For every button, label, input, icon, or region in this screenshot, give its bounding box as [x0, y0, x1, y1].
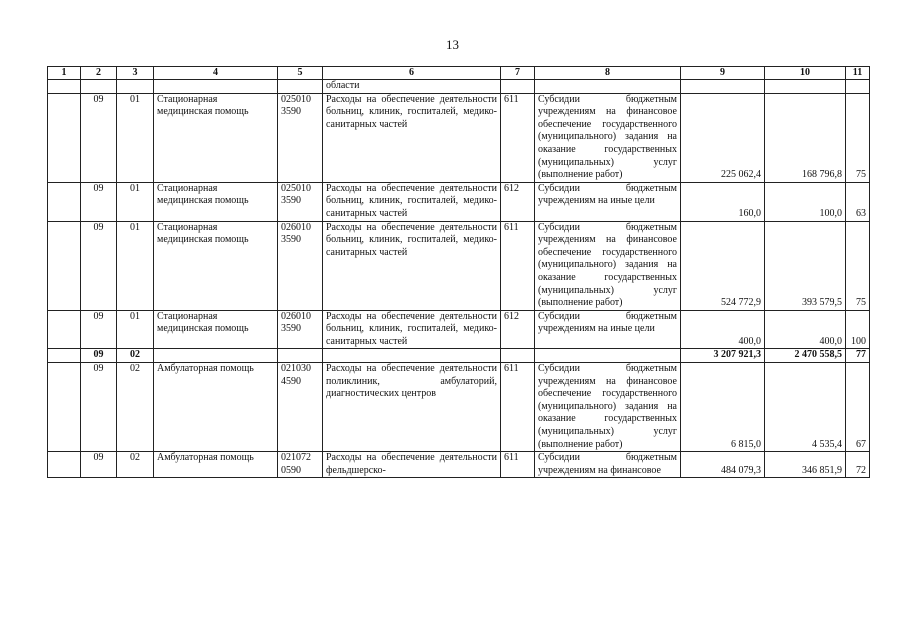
column-number-row [48, 67, 870, 80]
column-header: 10 [765, 67, 846, 80]
cell-target-article: 021072 0590 [278, 452, 323, 478]
cell-target-article: 025010 3590 [278, 93, 323, 182]
cell-percent: 63 [846, 182, 870, 221]
cell-col1 [48, 182, 81, 221]
cell-section: 09 [81, 452, 117, 478]
column-header: 5 [278, 67, 323, 80]
cell-expense-description: Расходы на обеспечение деятельности больниц, клиник, госпиталей, медико-санитарных частей [323, 310, 501, 349]
cell-subsection: 01 [117, 310, 154, 349]
cell-expense-type-description: Субсидии бюджетным учреждениям на финансовое обеспечение государственного (муниципального) задания на оказание государственных (муниципальных) услуг (выполнение работ) [535, 363, 681, 452]
cell-name: Амбулаторная помощь [154, 363, 278, 452]
cell-name: Амбулаторная помощь [154, 452, 278, 478]
cell-expense-type: 611 [501, 221, 535, 310]
cell-percent: 75 [846, 93, 870, 182]
cell-executed-amount: 4 535,4 [765, 363, 846, 452]
cell-expense-type-description: Субсидии бюджетным учреждениям на финансовое обеспечение государственного (муниципального) задания на оказание государственных (муниципальных) услуг (выполнение работ) [535, 93, 681, 182]
cell-col1 [48, 349, 81, 363]
cell-expense-type: 611 [501, 363, 535, 452]
cell-target-article: 021030 4590 [278, 363, 323, 452]
cell-executed-amount: 393 579,5 [765, 221, 846, 310]
cell-name: Стационарная медицинская помощь [154, 310, 278, 349]
cell-expense-type-description: Субсидии бюджетным учреждениям на иные цели [535, 182, 681, 221]
cell-target-article [278, 349, 323, 363]
cell-expense-description: Расходы на обеспечение деятельности фельдшерско- [323, 452, 501, 478]
cell-target-article: 026010 3590 [278, 221, 323, 310]
cell-expense-description: Расходы на обеспечение деятельности больниц, клиник, госпиталей, медико-санитарных частей [323, 182, 501, 221]
cell-name: Стационарная медицинская помощь [154, 221, 278, 310]
cell-percent: 100 [846, 310, 870, 349]
table-row [48, 310, 870, 349]
cell-expense-description: Расходы на обеспечение деятельности поликлиник, амбулаторий, диагностических центров [323, 363, 501, 452]
table-body [48, 67, 870, 478]
cell-planned-amount: 484 079,3 [681, 452, 765, 478]
cell-planned-amount: 225 062,4 [681, 93, 765, 182]
subtotal-row [48, 349, 870, 363]
cell-section: 09 [81, 221, 117, 310]
cell-col1 [48, 221, 81, 310]
page-number: 13 [446, 37, 459, 52]
cell-subsection: 01 [117, 221, 154, 310]
cell-executed-amount: 168 796,8 [765, 93, 846, 182]
cell-expense-description: Расходы на обеспечение деятельности больниц, клиник, госпиталей, медико-санитарных частей [323, 221, 501, 310]
cell-section: 09 [81, 93, 117, 182]
cell-percent: 67 [846, 363, 870, 452]
cell-section: 09 [81, 310, 117, 349]
cell-section: 09 [81, 182, 117, 221]
cell-expense-description [323, 349, 501, 363]
cell-executed-amount: 400,0 [765, 310, 846, 349]
column-header: 7 [501, 67, 535, 80]
cell-percent: 75 [846, 221, 870, 310]
cell-expense-type [501, 349, 535, 363]
column-header: 8 [535, 67, 681, 80]
column-header: 6 [323, 67, 501, 80]
cell-col1 [48, 93, 81, 182]
cell-col1 [48, 452, 81, 478]
cell-percent: 77 [846, 349, 870, 363]
cell-target-article: 025010 3590 [278, 182, 323, 221]
cell-col1 [48, 363, 81, 452]
cell-name [154, 349, 278, 363]
cell-subsection: 02 [117, 452, 154, 478]
column-header: 1 [48, 67, 81, 80]
table-row [48, 363, 870, 452]
cell-expense-type: 611 [501, 93, 535, 182]
cell-subsection: 01 [117, 93, 154, 182]
cell-planned-amount: 3 207 921,3 [681, 349, 765, 363]
table-row [48, 182, 870, 221]
cell-subsection: 01 [117, 182, 154, 221]
cell-planned-amount: 6 815,0 [681, 363, 765, 452]
budget-table [47, 66, 870, 478]
cell-expense-description: Расходы на обеспечение деятельности больниц, клиник, госпиталей, медико-санитарных частей [323, 93, 501, 182]
cell-planned-amount: 400,0 [681, 310, 765, 349]
continuation-row [48, 80, 870, 94]
continuation-text: области [323, 80, 501, 94]
column-header: 3 [117, 67, 154, 80]
column-header: 11 [846, 67, 870, 80]
cell-section: 09 [81, 363, 117, 452]
cell-expense-type-description: Субсидии бюджетным учреждениям на финансовое [535, 452, 681, 478]
cell-col1 [48, 310, 81, 349]
table-row [48, 221, 870, 310]
cell-percent: 72 [846, 452, 870, 478]
cell-subsection: 02 [117, 363, 154, 452]
cell-subsection: 02 [117, 349, 154, 363]
cell-planned-amount: 160,0 [681, 182, 765, 221]
cell-executed-amount: 100,0 [765, 182, 846, 221]
cell-executed-amount: 2 470 558,5 [765, 349, 846, 363]
table-row [48, 93, 870, 182]
cell-name: Стационарная медицинская помощь [154, 182, 278, 221]
column-header: 9 [681, 67, 765, 80]
column-header: 2 [81, 67, 117, 80]
cell-section: 09 [81, 349, 117, 363]
cell-executed-amount: 346 851,9 [765, 452, 846, 478]
table-row [48, 452, 870, 478]
cell-name: Стационарная медицинская помощь [154, 93, 278, 182]
cell-target-article: 026010 3590 [278, 310, 323, 349]
cell-expense-type: 612 [501, 310, 535, 349]
cell-expense-type: 612 [501, 182, 535, 221]
cell-expense-type-description [535, 349, 681, 363]
cell-expense-type-description: Субсидии бюджетным учреждениям на финансовое обеспечение государственного (муниципального) задания на оказание государственных (муниципальных) услуг (выполнение работ) [535, 221, 681, 310]
cell-planned-amount: 524 772,9 [681, 221, 765, 310]
column-header: 4 [154, 67, 278, 80]
cell-expense-type: 611 [501, 452, 535, 478]
cell-expense-type-description: Субсидии бюджетным учреждениям на иные цели [535, 310, 681, 349]
